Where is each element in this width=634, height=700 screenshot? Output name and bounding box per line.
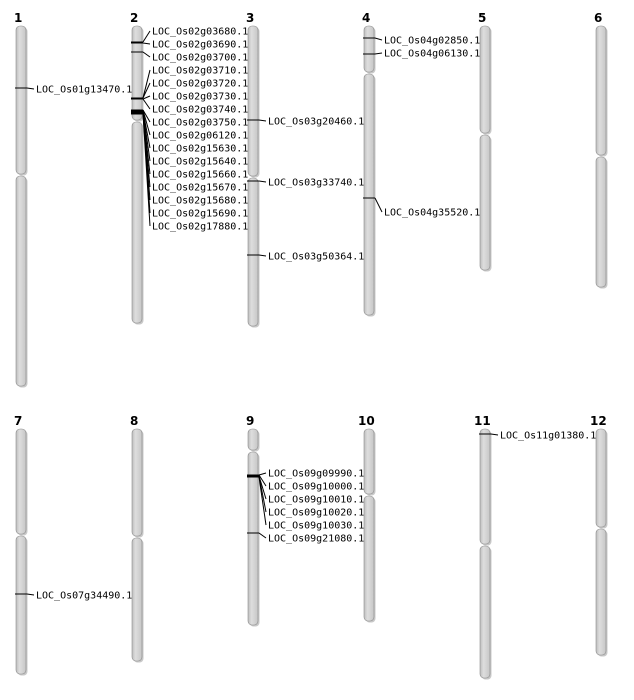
gene-label: LOC_Os09g21080.1 <box>268 533 365 545</box>
chromosome-arm-q <box>480 546 490 678</box>
gene-label: LOC_Os02g03690.1 <box>152 39 249 51</box>
gene-leader-line <box>143 52 150 57</box>
chromosome-arm-p <box>248 26 258 176</box>
chromosome-8 <box>130 414 144 663</box>
chromosome-number: 7 <box>14 414 23 428</box>
gene-label: LOC_Os03g33740.1 <box>268 177 365 189</box>
chromosome-arm-q <box>364 74 374 315</box>
chromosome-arm-p <box>16 26 26 174</box>
chromosome-11 <box>474 414 492 680</box>
chromosome-arm-q <box>596 529 606 655</box>
chromosome-arm-p <box>596 429 606 527</box>
chromosome-arm-p <box>480 26 490 133</box>
gene-leader-line <box>27 594 34 595</box>
chromosome-arm-q <box>132 122 142 323</box>
gene-label: LOC_Os02g15670.1 <box>152 182 249 194</box>
chromosome-arm-p <box>248 429 258 450</box>
gene-label: LOC_Os02g03710.1 <box>152 65 249 77</box>
gene-label: LOC_Os04g02850.1 <box>384 35 481 47</box>
chromosome-number: 10 <box>358 414 375 428</box>
chromosome-number: 1 <box>14 11 23 25</box>
gene-label: LOC_Os02g03720.1 <box>152 78 249 90</box>
gene-leader-line <box>259 120 266 121</box>
gene-label: LOC_Os03g50364.1 <box>268 251 365 263</box>
gene-label: LOC_Os09g10030.1 <box>268 520 365 532</box>
gene-leader-line <box>375 38 382 40</box>
chromosome-7 <box>14 414 28 676</box>
gene-leader-line <box>259 255 266 256</box>
gene-label: LOC_Os09g10010.1 <box>268 494 365 506</box>
chromosome-12 <box>590 414 608 657</box>
gene-label: LOC_Os02g03750.1 <box>152 117 249 129</box>
gene-label: LOC_Os02g15630.1 <box>152 143 249 155</box>
chromosome-arm-p <box>16 429 26 534</box>
chromosome-4 <box>362 11 376 317</box>
chromosome-arm-q <box>16 536 26 674</box>
gene-label: LOC_Os02g15660.1 <box>152 169 249 181</box>
chromosome-6 <box>594 11 608 289</box>
gene-label: LOC_Os02g03730.1 <box>152 91 249 103</box>
chromosome-number: 3 <box>246 11 255 25</box>
gene-label: LOC_Os02g03680.1 <box>152 26 249 38</box>
gene-label: LOC_Os07g34490.1 <box>36 590 133 602</box>
chromosome-arm-p <box>596 26 606 155</box>
gene-leader-line <box>375 198 382 212</box>
labels-layer <box>36 27 596 602</box>
gene-label: LOC_Os03g20460.1 <box>268 116 365 128</box>
gene-label: LOC_Os02g15680.1 <box>152 195 249 207</box>
gene-label: LOC_Os02g15640.1 <box>152 156 249 168</box>
chromosome-arm-q <box>248 178 258 326</box>
gene-label: LOC_Os11g01380.1 <box>500 430 597 442</box>
chromosome-number: 8 <box>130 414 139 428</box>
gene-leader-line <box>491 434 498 435</box>
gene-label: LOC_Os09g10000.1 <box>268 481 365 493</box>
chromosome-arm-q <box>16 176 26 386</box>
chromosome-number: 4 <box>362 11 371 25</box>
chromosome-arm-p <box>364 429 374 494</box>
gene-leader-line <box>259 533 266 538</box>
gene-label: LOC_Os01g13470.1 <box>36 84 133 96</box>
chromosome-arm-q <box>596 157 606 287</box>
chromosome-arm-q <box>132 538 142 661</box>
gene-leader-line <box>143 70 150 98</box>
gene-label: LOC_Os04g06130.1 <box>384 48 481 60</box>
chromosome-arm-q <box>248 452 258 625</box>
gene-label: LOC_Os02g15690.1 <box>152 208 249 220</box>
chromosome-arm-p <box>364 26 374 72</box>
gene-leader-line <box>375 53 382 54</box>
gene-label: LOC_Os09g09990.1 <box>268 468 365 480</box>
gene-label: LOC_Os02g03700.1 <box>152 52 249 64</box>
gene-leader-line <box>259 181 266 182</box>
chromosome-2 <box>130 11 144 325</box>
gene-label: LOC_Os02g17880.1 <box>152 221 249 233</box>
chromosome-arm-p <box>132 429 142 536</box>
gene-leader-line <box>27 88 34 89</box>
chromosome-arm-p <box>480 429 490 544</box>
chromosome-9 <box>246 414 260 627</box>
chromosome-number: 2 <box>130 11 139 25</box>
chromosome-number: 6 <box>594 11 603 25</box>
gene-leader-line <box>143 43 150 44</box>
chromosome-number: 5 <box>478 11 487 25</box>
chromosome-arm-q <box>480 135 490 270</box>
gene-leader-line <box>143 99 150 109</box>
gene-leader-line <box>143 31 150 42</box>
gene-label: LOC_Os02g03740.1 <box>152 104 249 116</box>
chromosome-arm-q <box>364 496 374 621</box>
chromosome-number: 12 <box>590 414 607 428</box>
gene-leader-line <box>259 473 266 475</box>
gene-label: LOC_Os09g10020.1 <box>268 507 365 519</box>
chromosome-number: 11 <box>474 414 491 428</box>
chromosomes-layer <box>14 11 608 680</box>
chromosome-arm-p <box>132 26 142 120</box>
chromosome-1 <box>14 11 28 388</box>
chromosome-number: 9 <box>246 414 255 428</box>
gene-label: LOC_Os02g06120.1 <box>152 130 249 142</box>
gene-label: LOC_Os04g35520.1 <box>384 207 481 219</box>
